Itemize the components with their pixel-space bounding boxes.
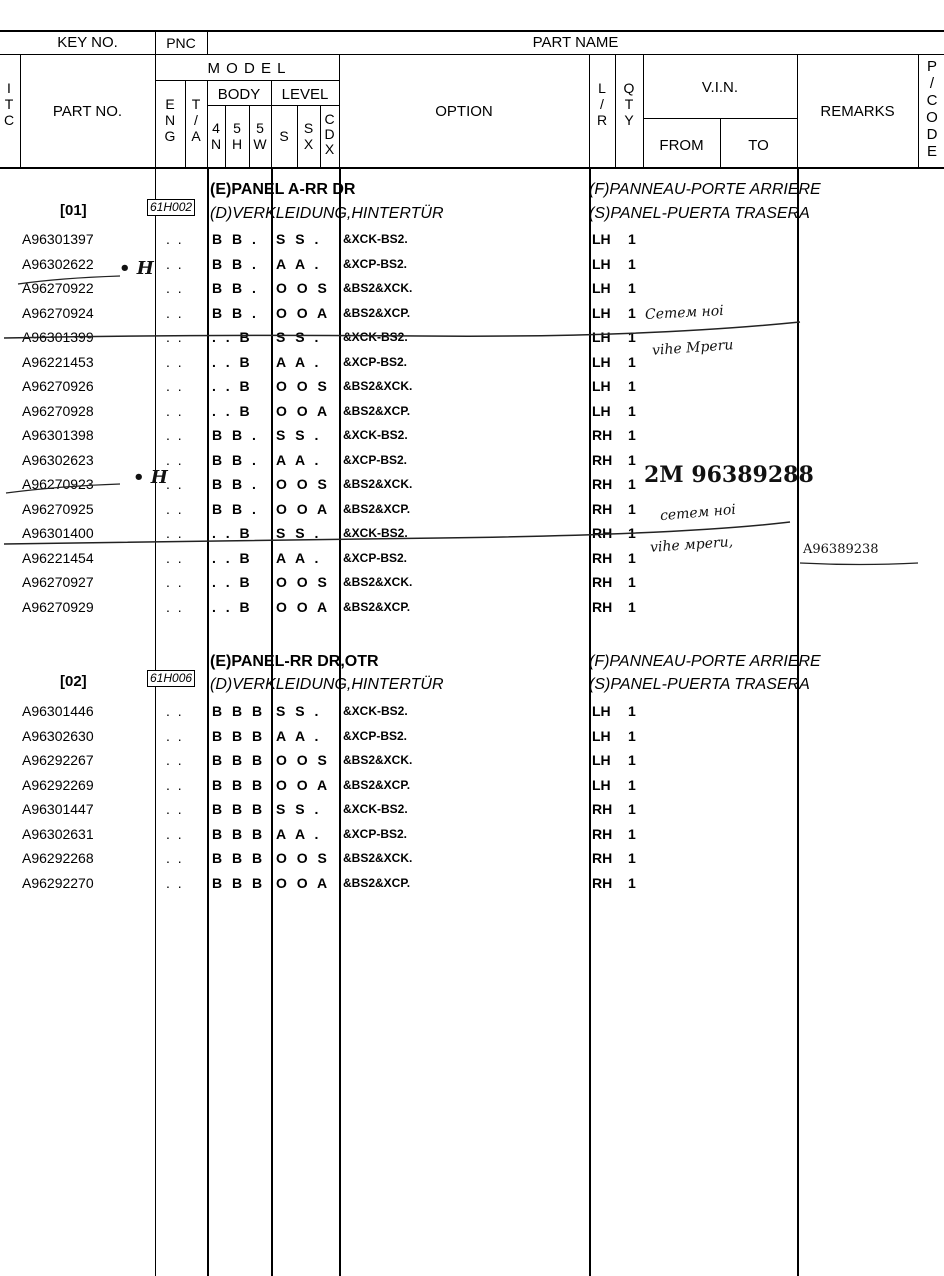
body-values: . . B <box>212 378 253 394</box>
lr-value: RH <box>592 801 613 817</box>
lr-value: LH <box>592 777 611 793</box>
table-row <box>0 427 944 447</box>
handwritten-part-number: A96389238 <box>803 542 879 557</box>
body-values: B B B <box>212 728 266 744</box>
level-col-s: S <box>279 128 289 144</box>
body-values: B B . <box>212 501 259 517</box>
lr-value: LH <box>592 378 611 394</box>
eng-ta-values: . . <box>166 329 184 345</box>
table-row <box>0 354 944 374</box>
part-name-fr: (F)PANNEAU-PORTE ARRIERE <box>589 653 821 670</box>
part-name-fr: (F)PANNEAU-PORTE ARRIERE <box>589 181 821 198</box>
part-number: A96301398 <box>22 427 94 443</box>
qty-value: 1 <box>628 801 636 817</box>
qty-value: 1 <box>628 875 636 891</box>
qty-value: 1 <box>628 329 636 345</box>
part-name-de: (D)VERKLEIDUNG,HINTERTÜR <box>210 676 444 693</box>
part-number: A96301400 <box>22 525 94 541</box>
level-values: S S . <box>276 329 322 345</box>
body-values: B B . <box>212 476 259 492</box>
eng-ta-values: . . <box>166 550 184 566</box>
table-row <box>0 703 944 723</box>
level-values: S S . <box>276 231 322 247</box>
vin-header: V.I.N. <box>701 79 739 96</box>
part-name-de: (D)VERKLEIDUNG,HINTERTÜR <box>210 205 444 222</box>
level-header: LEVEL <box>281 86 329 103</box>
lr-value: LH <box>592 280 611 296</box>
pcode-header: P / C O D E <box>926 58 938 160</box>
part-number: A96301397 <box>22 231 94 247</box>
ta-header: T / A <box>191 96 201 144</box>
level-values: S S . <box>276 525 322 541</box>
qty-value: 1 <box>628 280 636 296</box>
option-code: &XCP-BS2. <box>343 355 408 369</box>
qty-header: Q T Y <box>623 80 635 128</box>
option-code: &BS2&XCK. <box>343 379 413 393</box>
lr-value: RH <box>592 875 613 891</box>
level-values: O O S <box>276 574 330 590</box>
eng-header: E N G <box>164 96 176 144</box>
body-values: . . B <box>212 403 253 419</box>
body-values: B B B <box>212 826 266 842</box>
option-code: &XCK-BS2. <box>343 802 408 816</box>
vin-from-header: FROM <box>659 137 704 154</box>
level-values: A A . <box>276 256 322 272</box>
option-code: &XCK-BS2. <box>343 526 408 540</box>
v-eng <box>185 81 186 167</box>
eng-ta-values: . . <box>166 427 184 443</box>
body-values: . . B <box>212 599 253 615</box>
table-row <box>0 826 944 846</box>
body-values: B B . <box>212 427 259 443</box>
part-number: A96292270 <box>22 875 94 891</box>
body-values: . . B <box>212 329 253 345</box>
lr-value: LH <box>592 703 611 719</box>
level-values: O O A <box>276 403 331 419</box>
option-code: &BS2&XCK. <box>343 851 413 865</box>
part-number: A96292269 <box>22 777 94 793</box>
lr-value: RH <box>592 452 613 468</box>
eng-ta-values: . . <box>166 501 184 517</box>
lr-value: LH <box>592 305 611 321</box>
qty-value: 1 <box>628 703 636 719</box>
table-row <box>0 329 944 349</box>
lr-value: RH <box>592 850 613 866</box>
part-number: A96221454 <box>22 550 94 566</box>
lr-value: RH <box>592 427 613 443</box>
table-row <box>0 777 944 797</box>
body-values: B B . <box>212 256 259 272</box>
eng-ta-values: . . <box>166 280 184 296</box>
option-code: &BS2&XCP. <box>343 502 411 516</box>
part-number: A96301446 <box>22 703 94 719</box>
model-rule <box>155 80 339 81</box>
eng-ta-values: . . <box>166 574 184 590</box>
part-number: A96302630 <box>22 728 94 744</box>
table-row <box>0 574 944 594</box>
level-col-cdx: C D X <box>324 111 335 157</box>
v-remarks-right <box>918 55 919 167</box>
lr-value: RH <box>592 826 613 842</box>
level-values: O O A <box>276 777 331 793</box>
level-values: A A . <box>276 826 322 842</box>
table-row <box>0 403 944 423</box>
qty-value: 1 <box>628 305 636 321</box>
part-number: A96270923 <box>22 476 94 492</box>
option-code: &BS2&XCK. <box>343 575 413 589</box>
eng-ta-values: . . <box>166 231 184 247</box>
handwritten-note: vihe Mperu <box>651 337 734 359</box>
option-code: &XCK-BS2. <box>343 330 408 344</box>
body-values: B B . <box>212 280 259 296</box>
header-bottom-rule <box>0 167 944 169</box>
part-number: A96301399 <box>22 329 94 345</box>
qty-value: 1 <box>628 403 636 419</box>
level-values: O O S <box>276 280 330 296</box>
body-values: B B B <box>212 875 266 891</box>
level-values: A A . <box>276 452 322 468</box>
level-values: A A . <box>276 550 322 566</box>
qty-value: 1 <box>628 525 636 541</box>
table-row <box>0 850 944 870</box>
handwritten-note: vihe мperu, <box>649 534 734 556</box>
qty-value: 1 <box>628 427 636 443</box>
qty-value: 1 <box>628 574 636 590</box>
section-key: [02] <box>60 673 87 690</box>
qty-value: 1 <box>628 501 636 517</box>
option-code: &XCK-BS2. <box>343 704 408 718</box>
qty-value: 1 <box>628 826 636 842</box>
qty-value: 1 <box>628 752 636 768</box>
option-code: &BS2&XCP. <box>343 404 411 418</box>
level-values: O O A <box>276 875 331 891</box>
part-number: A96301447 <box>22 801 94 817</box>
level-values: O O A <box>276 501 331 517</box>
lr-value: LH <box>592 728 611 744</box>
eng-ta-values: . . <box>166 305 184 321</box>
qty-value: 1 <box>628 476 636 492</box>
part-number: A96221453 <box>22 354 94 370</box>
eng-ta-values: . . <box>166 599 184 615</box>
model-header: M O D E L <box>207 60 287 77</box>
part-no-header: PART NO. <box>52 103 123 120</box>
handwritten-mark: • Н <box>119 258 154 279</box>
option-code: &BS2&XCP. <box>343 876 411 890</box>
eng-ta-values: . . <box>166 378 184 394</box>
option-code: &BS2&XCK. <box>343 281 413 295</box>
body-values: B B B <box>212 703 266 719</box>
qty-value: 1 <box>628 550 636 566</box>
part-name-en: (E)PANEL-RR DR,OTR <box>210 653 379 670</box>
lr-value: RH <box>592 550 613 566</box>
body-values: B B . <box>212 305 259 321</box>
option-code: &BS2&XCP. <box>343 778 411 792</box>
body-values: . . B <box>212 574 253 590</box>
lr-value: RH <box>592 476 613 492</box>
table-row <box>0 801 944 821</box>
eng-ta-values: . . <box>166 525 184 541</box>
eng-ta-values: . . <box>166 354 184 370</box>
option-code: &BS2&XCK. <box>343 753 413 767</box>
table-row <box>0 280 944 300</box>
option-code: &BS2&XCP. <box>343 600 411 614</box>
body-values: B B B <box>212 777 266 793</box>
table-row <box>0 599 944 619</box>
option-code: &BS2&XCK. <box>343 477 413 491</box>
eng-ta-values: . . <box>166 728 184 744</box>
part-number: A96270926 <box>22 378 94 394</box>
level-values: S S . <box>276 703 322 719</box>
part-name-es: (S)PANEL-PUERTA TRASERA <box>589 205 810 222</box>
body-values: B B B <box>212 752 266 768</box>
body-header: BODY <box>217 86 261 103</box>
body-values: B B . <box>212 231 259 247</box>
level-values: O O S <box>276 850 330 866</box>
part-number: A96292268 <box>22 850 94 866</box>
handwritten-mark: • Н <box>133 467 168 488</box>
option-code: &XCP-BS2. <box>343 729 408 743</box>
table-row <box>0 378 944 398</box>
level-values: O O A <box>276 599 331 615</box>
handwritten-part-number: 2M 96389288 <box>644 462 814 488</box>
eng-ta-values: . . <box>166 476 184 492</box>
part-number: A96302631 <box>22 826 94 842</box>
key-no-header: KEY NO. <box>57 34 118 51</box>
level-values: A A . <box>276 354 322 370</box>
lr-value: RH <box>592 525 613 541</box>
qty-value: 1 <box>628 777 636 793</box>
eng-ta-values: . . <box>166 452 184 468</box>
part-name-header: PART NAME <box>532 34 619 51</box>
eng-ta-values: . . <box>166 777 184 793</box>
lr-value: LH <box>592 403 611 419</box>
eng-ta-values: . . <box>166 826 184 842</box>
body-values: B B . <box>212 452 259 468</box>
body-col-4n: 4 N <box>210 120 222 152</box>
level-values: O O S <box>276 378 330 394</box>
itc-header: I T C <box>3 80 15 128</box>
table-row <box>0 231 944 251</box>
lr-value: RH <box>592 501 613 517</box>
eng-ta-values: . . <box>166 850 184 866</box>
lr-value: RH <box>592 574 613 590</box>
option-code: &BS2&XCP. <box>343 306 411 320</box>
lr-value: LH <box>592 256 611 272</box>
option-code: &XCP-BS2. <box>343 551 408 565</box>
table-row <box>0 728 944 748</box>
eng-ta-values: . . <box>166 752 184 768</box>
part-number: A96302622 <box>22 256 94 272</box>
pnc-code: 61H006 <box>147 670 195 687</box>
option-code: &XCP-BS2. <box>343 453 408 467</box>
v-lr <box>615 55 616 167</box>
qty-value: 1 <box>628 378 636 394</box>
body-values: B B B <box>212 801 266 817</box>
header-top-rule <box>0 30 944 32</box>
option-header: OPTION <box>435 103 493 120</box>
level-values: S S . <box>276 801 322 817</box>
lr-value: LH <box>592 329 611 345</box>
part-number: A96270928 <box>22 403 94 419</box>
level-values: O O S <box>276 476 330 492</box>
qty-value: 1 <box>628 850 636 866</box>
level-values: S S . <box>276 427 322 443</box>
lr-value: LH <box>592 752 611 768</box>
lr-header: L / R <box>596 80 608 128</box>
qty-value: 1 <box>628 354 636 370</box>
part-number: A96270925 <box>22 501 94 517</box>
option-code: &XCP-BS2. <box>343 827 408 841</box>
table-row <box>0 501 944 521</box>
handwritten-note: Сетем ноі <box>644 302 725 324</box>
v-option-right <box>589 55 590 167</box>
option-code: &XCK-BS2. <box>343 428 408 442</box>
table-row <box>0 875 944 895</box>
eng-ta-values: . . <box>166 256 184 272</box>
level-values: A A . <box>276 728 322 744</box>
body-values: B B B <box>212 850 266 866</box>
level-values: O O A <box>276 305 331 321</box>
part-number: A96302623 <box>22 452 94 468</box>
eng-ta-values: . . <box>166 703 184 719</box>
level-values: O O S <box>276 752 330 768</box>
body-values: . . B <box>212 550 253 566</box>
part-name-es: (S)PANEL-PUERTA TRASERA <box>589 676 810 693</box>
part-number: A96270922 <box>22 280 94 296</box>
table-row <box>0 752 944 772</box>
lr-value: RH <box>592 599 613 615</box>
handwritten-note: сетем ноі <box>659 501 737 525</box>
body-values: . . B <box>212 354 253 370</box>
part-number: A96292267 <box>22 752 94 768</box>
pnc-header: PNC <box>166 35 196 51</box>
eng-ta-values: . . <box>166 875 184 891</box>
part-number: A96270929 <box>22 599 94 615</box>
eng-ta-values: . . <box>166 801 184 817</box>
qty-value: 1 <box>628 599 636 615</box>
pnc-code: 61H002 <box>147 199 195 216</box>
option-code: &XCP-BS2. <box>343 257 408 271</box>
part-number: A96270924 <box>22 305 94 321</box>
option-code: &XCK-BS2. <box>343 232 408 246</box>
lr-value: LH <box>592 231 611 247</box>
body-col-5w: 5 W <box>253 120 267 152</box>
eng-ta-values: . . <box>166 403 184 419</box>
lr-value: LH <box>592 354 611 370</box>
qty-value: 1 <box>628 728 636 744</box>
qty-value: 1 <box>628 452 636 468</box>
level-col-sx: S X <box>303 120 314 152</box>
vin-to-header: TO <box>748 137 769 154</box>
part-number: A96270927 <box>22 574 94 590</box>
header-rule-2 <box>0 54 944 55</box>
remarks-header: REMARKS <box>820 103 895 120</box>
qty-value: 1 <box>628 231 636 247</box>
section-key: [01] <box>60 202 87 219</box>
body-values: . . B <box>212 525 253 541</box>
qty-value: 1 <box>628 256 636 272</box>
body-col-5h: 5 H <box>231 120 243 152</box>
part-name-en: (E)PANEL A-RR DR <box>210 181 356 198</box>
table-row <box>0 302 944 325</box>
